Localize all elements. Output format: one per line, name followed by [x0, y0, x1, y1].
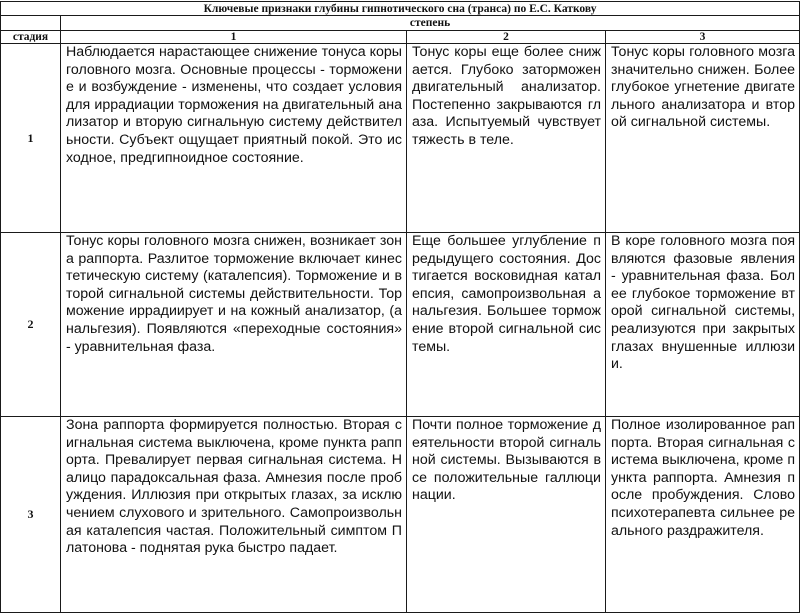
stage-1-label: 1	[1, 44, 61, 233]
stage-3-degree-2-cell: Почти полное торможение деятельности второй сигнальной системы. Вызываются все положительные галлюцинации.	[407, 417, 606, 613]
corner-cell	[1, 16, 61, 31]
trance-depth-table	[0, 1, 800, 613]
stage-2-label: 2	[1, 233, 61, 417]
degree-3-header: 3	[606, 31, 800, 44]
stage-header: стадия	[1, 31, 61, 44]
table-row	[1, 233, 800, 417]
stage-1-degree-2-cell: Тонус коры еще более снижается. Глубоко заторможен двигательный анализатор. Постепенно закрываются глаза. Испытуемый чувствует тяжесть в теле.	[407, 44, 606, 233]
table-title: Ключевые признаки глубины гипнотического сна (транса) по Е.С. Каткову	[1, 2, 800, 16]
stage-2-degree-1-cell: Тонус коры головного мозга снижен, возникает зона раппорта. Разлитое торможение включает кинестетическую систему (каталепсия). Торможение и второй сигнальной системы действительности. Торможение иррадиирует и на кожный анализатор, (анальгезия). Появляются «переходные состояния» - уравнительная фаза.	[61, 233, 407, 417]
stage-2-degree-3-cell: В коре головного мозга появляются фазовые явления - уравнительная фаза. Более глубокое торможение второй сигнальной системы, реализуются при закрытых глазах внушенные иллюзии.	[606, 233, 800, 417]
table-row	[1, 44, 800, 233]
degree-2-header: 2	[407, 31, 606, 44]
stage-3-degree-1-cell: Зона раппорта формируется полностью. Вторая сигнальная система выключена, кроме пункта раппорта. Превалирует первая сигнальная система. Налицо парадоксальная фаза. Амнезия после пробуждения. Иллюзия при открытых глазах, за исключением слухового и зрительного. Самопроизвольная каталепсия частая. Положительный симптом Платонова - поднятая рука быстро падает.	[61, 417, 407, 613]
degree-1-header: 1	[61, 31, 407, 44]
table-row	[1, 417, 800, 613]
stage-3-degree-3-cell: Полное изолированное раппорта. Вторая сигнальная система выключена, кроме пункта раппорта. Амнезия после пробуждения. Слово психотерапевта сильнее реального раздражителя.	[606, 417, 800, 613]
stage-1-degree-1-cell: Наблюдается нарастающее снижение тонуса коры головного мозга. Основные процессы - торможение и возбуждение - изменены, что создает условия для иррадиации торможения на двигательный анализатор и вторую сигнальную систему действительности. Субъект ощущает приятный покой. Это исходное, предгипноидное состояние.	[61, 44, 407, 233]
stage-3-label: 3	[1, 417, 61, 613]
stage-1-degree-3-cell: Тонус коры головного мозга значительно снижен. Более глубокое угнетение двигательного анализатора и второй сигнальной системы.	[606, 44, 800, 233]
degree-header: степень	[61, 16, 800, 31]
stage-2-degree-2-cell: Еще большее углубление предыдущего состояния. Достигается восковидная каталепсия, самопроизвольная анальгезия. Большее торможение второй сигнальной системы.	[407, 233, 606, 417]
